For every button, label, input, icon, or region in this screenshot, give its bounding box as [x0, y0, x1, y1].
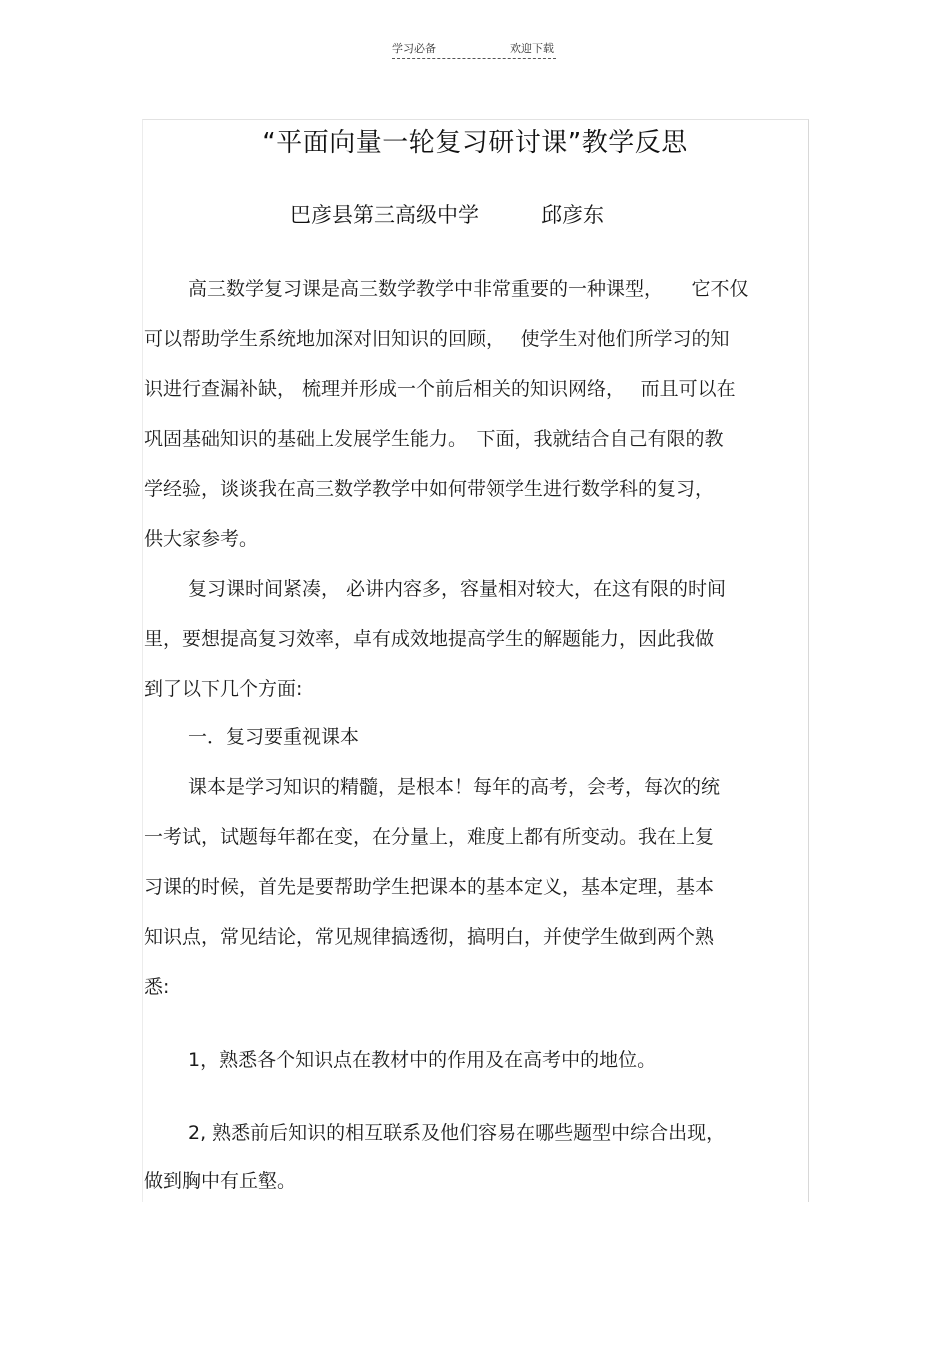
body-line: 知识点，常见结论，常见规律搞透彻，搞明白，并使学生做到两个熟 — [144, 926, 715, 948]
body-line: 巩固基础知识的基础上发展学生能力。 下面，我就结合自己有限的教 — [144, 428, 724, 450]
section-heading: 一．复习要重视课本 — [188, 726, 360, 748]
document-title: “平面向量一轮复习研讨课”教学反思 — [262, 128, 688, 158]
body-line: 里，要想提高复习效率，卓有成效地提高学生的解题能力，因此我做 — [144, 628, 715, 650]
school-name: 巴彦县第三高级中学 — [290, 203, 479, 227]
body-line: 悉: — [144, 976, 170, 998]
list-item: 1，熟悉各个知识点在教材中的作用及在高考中的地位。 — [188, 1049, 657, 1071]
body-line: 课本是学习知识的精髓，是根本！每年的高考，会考，每次的统 — [188, 776, 721, 798]
body-line: 复习课时间紧凑， 必讲内容多，容量相对较大，在这有限的时间 — [188, 578, 727, 600]
body-line: 可以帮助学生系统地加深对旧知识的回顾， 使学生对他们所学习的知 — [144, 328, 730, 350]
body-line: 到了以下几个方面: — [144, 678, 303, 700]
document-byline — [290, 199, 604, 229]
list-item: 2, 熟悉前后知识的相互联系及他们容易在哪些题型中综合出现， — [188, 1122, 726, 1144]
body-line: 高三数学复习课是高三数学教学中非常重要的一种课型， 它不仅 — [188, 278, 749, 300]
body-line: 做到胸中有丘壑。 — [144, 1170, 297, 1192]
header-right-text: 欢迎下载 — [510, 42, 554, 55]
author-name: 邱彦东 — [541, 203, 604, 227]
header-left-text: 学习必备 — [392, 42, 436, 55]
body-line: 识进行查漏补缺， 梳理并形成一个前后相关的知识网络， 而且可以在 — [144, 378, 736, 400]
page-header — [392, 40, 556, 59]
body-line: 习课的时候，首先是要帮助学生把课本的基本定义，基本定理，基本 — [144, 876, 715, 898]
body-line: 供大家参考。 — [144, 528, 259, 550]
body-line: 一考试，试题每年都在变，在分量上，难度上都有所变动。我在上复 — [144, 826, 715, 848]
body-line: 学经验，谈谈我在高三数学教学中如何带领学生进行数学科的复习， — [144, 478, 715, 500]
